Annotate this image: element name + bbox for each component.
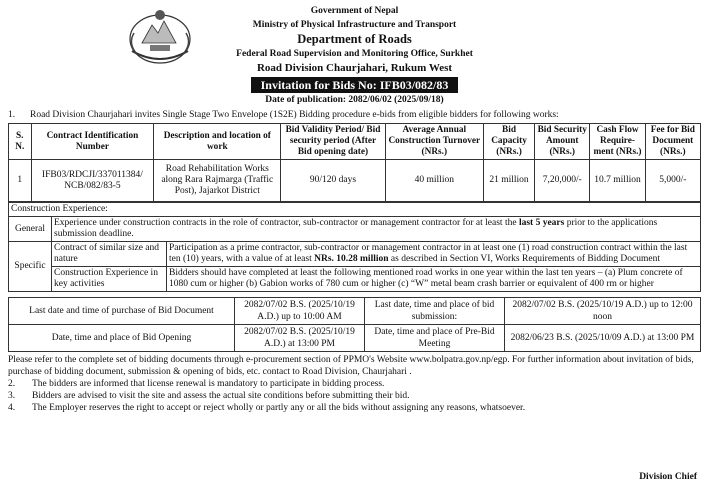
key-activities-text: Bidders should have completed at least the following mentioned road works in one year within the last ten years – (a) Plum concrete of 1080 cum or higher (b) Gabion works of 780 cum or higher (c) “W” metal beam crash barrier or equivalent of 400 rm or higher [167,267,701,292]
schedule-row [9,325,701,352]
government-line: Government of Nepal [310,6,399,16]
col-header: Cash Flow Require-ment (NRs.) [590,124,645,160]
col-header: Average Annual Construction Turnover (NRs.) [385,124,483,160]
schedule-label: Last date, time and place of bid submission: [365,298,505,325]
schedule-label: Last date and time of purchase of Bid Document [9,298,235,325]
schedule-value: 2082/06/23 B.S. (2025/10/09 A.D.) at 13:00 PM [505,325,701,352]
works-table [8,123,701,202]
similar-text: Participation as a prime contractor, sub-contractor or management contractor in at least one (1) road construction contract within the last ten (10) years, with a value of at least NRs. 10.28 million as described in Section VI, Works Requirements of Bidding Document [167,242,701,267]
intro-number: 1. [8,110,16,120]
schedule-row [9,298,701,325]
similar-label: Contract of similar size and nature [52,242,167,267]
list-item: 2. The bidders are informed that license renewal is mandatory to participate in bidding process. [8,379,385,389]
col-header: Contract Identification Number [31,124,154,160]
col-header: Bid Security Amount (NRs.) [535,124,590,160]
specific-row-similar [9,242,701,267]
schedule-label: Date, time and place of Bid Opening [9,325,235,352]
col-header: Bid Capacity (NRs.) [483,124,534,160]
schedule-label: Date, time and place of Pre-Bid Meeting [365,325,505,352]
general-row [9,217,701,242]
cell-bid-validity: 90/120 days [281,160,385,202]
works-table-header [9,124,701,160]
cell-sn: 1 [9,160,32,202]
signature: Division Chief [639,472,697,482]
general-label: General [9,217,52,242]
construction-experience-table [8,216,701,292]
nepal-emblem-icon [120,3,200,69]
cell-contract-id: IFB03/RDCJI/337011384/ NCB/082/83-5 [31,160,154,202]
list-item: 3. Bidders are advised to visit the site and assess the actual site conditions before submitting their bid. [8,391,410,401]
col-header: S. N. [9,124,32,160]
cell-turnover: 40 million [385,160,483,202]
cell-fee: 5,000/- [645,160,700,202]
cell-description: Road Rehabilitation Works along Rara Rajmarga (Traffic Post), Jajarkot District [154,160,281,202]
cell-bid-capacity: 21 million [483,160,534,202]
col-header: Description and location of work [154,124,281,160]
cell-bid-security: 7,20,000/- [535,160,590,202]
schedule-table [8,297,701,352]
intro-paragraph [8,109,701,121]
list-item: 4. The Employer reserves the right to accept or reject wholly or partly any or all the bids without assigning any reasons, whatsoever. [8,403,526,413]
specific-label: Specific [9,242,52,292]
notes-section [8,354,701,414]
col-header: Fee for Bid Document (NRs.) [645,124,700,160]
cell-cash-flow: 10.7 million [590,160,645,202]
construction-experience-title: Construction Experience: [8,202,701,216]
key-activities-label: Construction Experience in key activities [52,267,167,292]
table-row [9,160,701,202]
col-header: Bid Validity Period/ Bid security period (After Bid opening date) [281,124,385,160]
publication-date: Date of publication: 2082/06/02 (2025/09/18) [265,95,444,105]
division-line: Road Division Chaurjahari, Rukum West [256,62,453,74]
notes-paragraph: Please refer to the complete set of bidding documents through e-procurement section of PPMO's Website www.bolpatra.gov.np/egp. For further information about invitation of bids, purchase of bidding document, submission & opening of bids, etc. contact to Road Division, Chaurjahari . [8,355,694,377]
specific-row-key [9,267,701,292]
general-text: Experience under construction contracts in the role of contractor, sub-contractor or management contractor for at least the last 5 years prior to the applications submission deadline. [52,217,701,242]
ifb-title: Invitation for Bids No: IFB03/082/83 [251,77,459,93]
intro-text: Road Division Chaurjahari invites Single Stage Two Envelope (1S2E) Bidding procedure e-bids from eligible bidders for following works: [30,110,559,120]
department-line: Department of Roads [297,32,412,46]
notice-header [8,4,701,107]
office-line: Federal Road Supervision and Monitoring Office, Surkhet [236,49,473,59]
schedule-value: 2082/07/02 B.S. (2025/10/19 A.D.) up to 10:00 AM [235,298,365,325]
schedule-value: 2082/07/02 B.S. (2025/10/19 A.D.) up to 12:00 noon [505,298,701,325]
ministry-line: Ministry of Physical Infrastructure and Transport [252,20,457,30]
schedule-value: 2082/07/02 B.S. (2025/10/19 A.D.) at 13:00 PM [235,325,365,352]
